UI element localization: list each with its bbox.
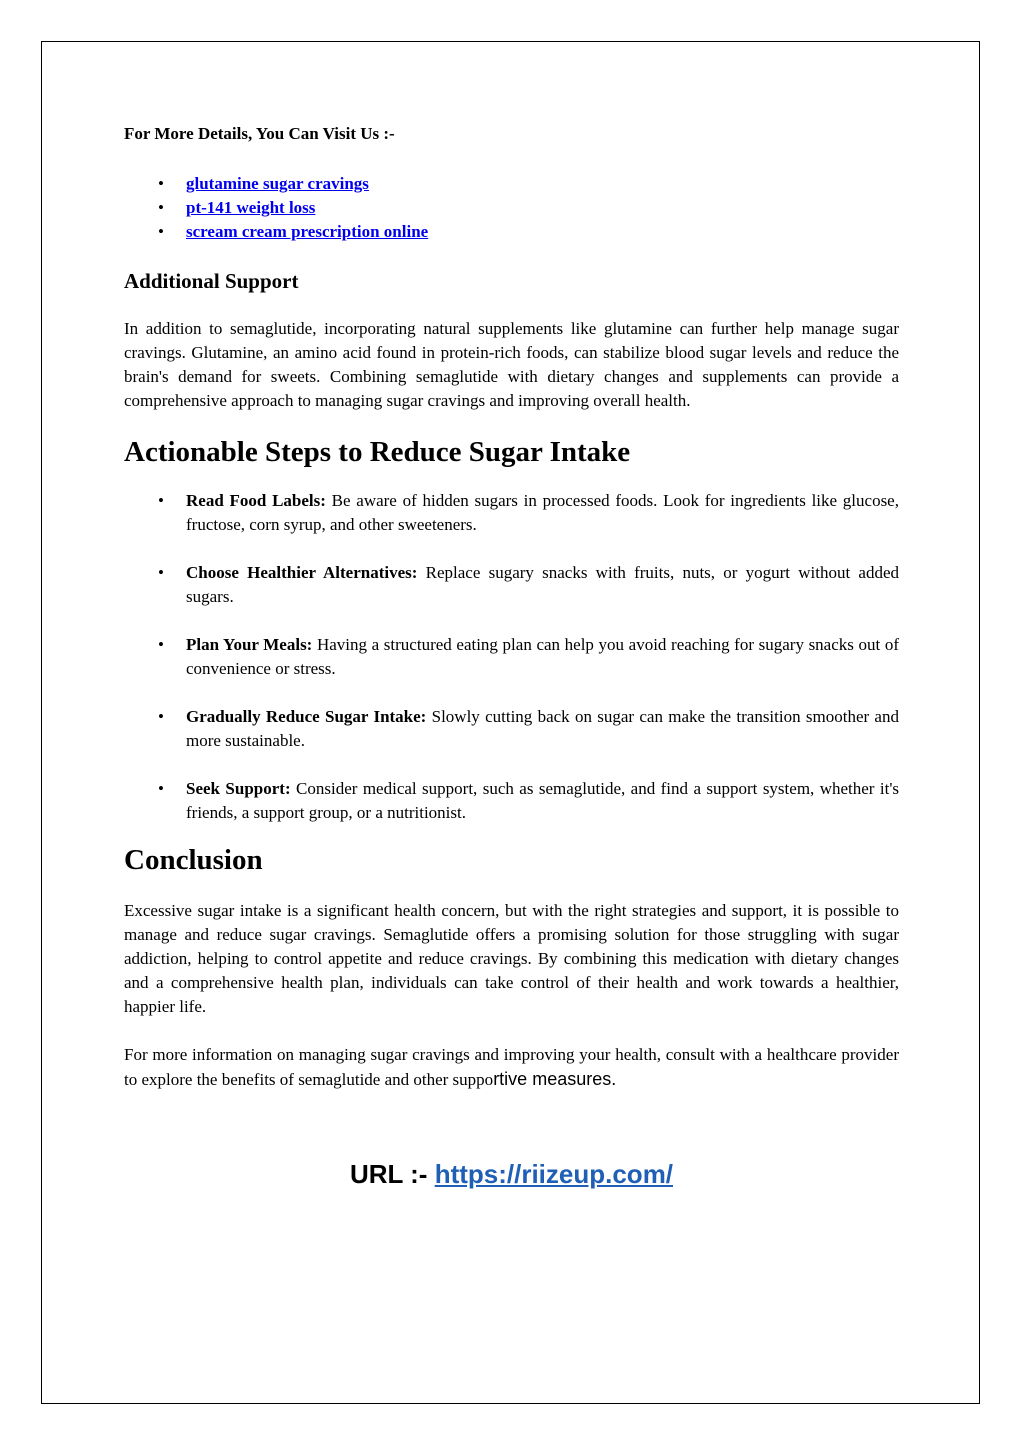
step-text: Be aware of hidden sugars in processed foods. Look for ingredients like glucose, fructose, corn syrup, and other sweeteners. <box>186 491 899 534</box>
additional-support-paragraph: In addition to semaglutide, incorporating natural supplements like glutamine can further help manage sugar cravings. Glutamine, an amino acid found in protein-rich foods, can stabilize blood sugar levels and reduce the brain's demand for sweets. Combining semaglutide with dietary changes and supplements can provide a comprehensive approach to managing sugar cravings and improving overall health. <box>124 319 899 410</box>
list-item <box>124 705 899 753</box>
step-text: Replace sugary snacks with fruits, nuts, or yogurt without added sugars. <box>186 563 900 606</box>
step-label: Seek Support: <box>186 779 291 798</box>
steps-heading: Actionable Steps to Reduce Sugar Intake <box>124 436 631 468</box>
bullet-icon: • <box>158 222 164 241</box>
bullet-icon: • <box>158 635 164 654</box>
bullet-icon: • <box>158 174 164 193</box>
list-item <box>124 220 899 244</box>
step-label: Plan Your Meals: <box>186 635 313 654</box>
conclusion-paragraph: Excessive sugar intake is a significant health concern, but with the right strategies and support, it is possible to manage and reduce sugar cravings. Semaglutide offers a promising solution for those struggling with sugar addiction, helping to control appetite and reduce cravings. By combining this medication with dietary changes and a comprehensive health plan, individuals can take control of their health and work towards a healthier, happier life. <box>124 901 899 1016</box>
list-item <box>124 561 899 609</box>
step-label: Read Food Labels: <box>186 491 326 510</box>
step-label: Gradually Reduce Sugar Intake: <box>186 707 427 726</box>
link-scream-cream-prescription[interactable]: scream cream prescription online <box>186 222 429 241</box>
conclusion-heading: Conclusion <box>124 844 263 876</box>
bullet-icon: • <box>158 563 164 582</box>
bullet-icon: • <box>158 198 164 217</box>
step-text: Slowly cutting back on sugar can make the transition smoother and more sustainable. <box>186 707 899 750</box>
bullet-icon: • <box>158 491 164 510</box>
list-item <box>124 196 899 220</box>
url-label: URL :- <box>349 1159 435 1189</box>
more-info-tail: rtive measures. <box>493 1069 617 1089</box>
more-info-text: For more information on managing sugar cravings and improving your health, consult with a healthcare provider to explore the benefits of semaglutide and other suppo <box>124 1045 899 1089</box>
visit-link-list <box>124 172 899 244</box>
visit-heading: For More Details, You Can Visit Us :- <box>124 124 395 143</box>
list-item <box>124 172 899 196</box>
link-pt-141-weight-loss[interactable]: pt-141 weight loss <box>186 198 316 217</box>
step-label: Choose Healthier Alternatives: <box>186 563 418 582</box>
list-item <box>124 489 899 537</box>
additional-support-heading: Additional Support <box>124 269 299 293</box>
document-body <box>124 122 899 1092</box>
list-item <box>124 777 899 825</box>
more-info-paragraph <box>124 1043 899 1092</box>
website-link[interactable]: https://riizeup.com/ <box>434 1159 674 1189</box>
link-glutamine-sugar-cravings[interactable]: glutamine sugar cravings <box>186 174 369 193</box>
list-item <box>124 633 899 681</box>
url-line <box>0 1157 1023 1191</box>
step-text: Consider medical support, such as semaglutide, and find a support system, whether it's friends, a support group, or a nutritionist. <box>186 779 900 822</box>
bullet-icon: • <box>158 707 164 726</box>
steps-list <box>124 489 899 825</box>
bullet-icon: • <box>158 779 164 798</box>
step-text: Having a structured eating plan can help you avoid reaching for sugary snacks out of convenience or stress. <box>186 635 900 678</box>
